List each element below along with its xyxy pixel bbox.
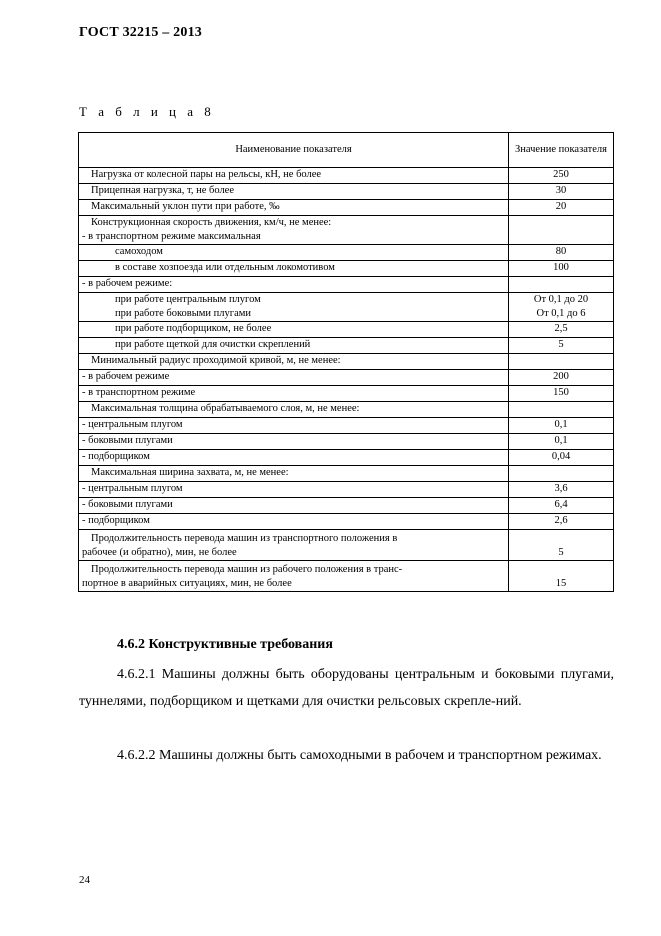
row-value: 3,6 — [509, 482, 614, 498]
table-row — [79, 418, 614, 434]
row-name: - боковыми плугами — [79, 498, 509, 514]
row-value: 200 — [509, 370, 614, 386]
row-value: 80 — [509, 245, 614, 261]
row-value — [509, 402, 614, 418]
document-header: ГОСТ 32215 – 2013 — [79, 25, 202, 40]
row-value: 0,1 — [509, 434, 614, 450]
row-value: 6,4 — [509, 498, 614, 514]
row-name: - в рабочем режиме — [79, 370, 509, 386]
row-value — [509, 354, 614, 370]
row-value: 100 — [509, 261, 614, 277]
row-name: при работе подборщиком, не более — [79, 322, 509, 338]
paragraph: 4.6.2.2 Машины должны быть самоходными в рабочем и транспортном режимах. — [117, 748, 602, 763]
table-row — [79, 530, 614, 561]
table-row — [79, 168, 614, 184]
table-row — [79, 293, 614, 322]
row-name: Максимальная ширина захвата, м, не менее: — [79, 466, 509, 482]
table-header-row — [79, 133, 614, 168]
table-row — [79, 561, 614, 592]
row-name-line: Продолжительность перевода машин из рабочего положения в транс- — [91, 564, 403, 575]
table-row — [79, 386, 614, 402]
table-row — [79, 216, 614, 245]
row-name-line: Продолжительность перевода машин из транспортного положения в — [91, 533, 398, 544]
row-name: Нагрузка от колесной пары на рельсы, кН, не более — [79, 168, 509, 184]
row-name-line: при работе центральным плугом — [115, 294, 261, 305]
table-row — [79, 450, 614, 466]
row-value: 2,5 — [509, 322, 614, 338]
row-name: самоходом — [79, 245, 509, 261]
row-value: 150 — [509, 386, 614, 402]
table-row — [79, 245, 614, 261]
paragraph: 4.6.2.1 Машины должны быть оборудованы центральным и боковыми плугами, туннелями, подборщиком и щетками для очистки рельсовых скрепле-ний. — [79, 667, 614, 709]
row-name: Максимальный уклон пути при работе, ‰ — [79, 200, 509, 216]
row-name-line: рабочее (и обратно), мин, не более — [82, 547, 237, 558]
row-name: - боковыми плугами — [79, 434, 509, 450]
row-name-line: при работе боковыми плугами — [115, 308, 252, 319]
row-name: - центральным плугом — [79, 418, 509, 434]
row-value: 5 — [509, 530, 614, 561]
row-name-line: - в транспортном режиме максимальная — [82, 231, 261, 242]
row-name: при работе щеткой для очистки скреплений — [79, 338, 509, 354]
row-value: 0,04 — [509, 450, 614, 466]
row-name: в составе хозпоезда или отдельным локомотивом — [79, 261, 509, 277]
row-value — [509, 277, 614, 293]
row-value: 0,1 — [509, 418, 614, 434]
row-value — [509, 466, 614, 482]
row-value — [509, 293, 614, 322]
row-name: Минимальный радиус проходимой кривой, м, не менее: — [79, 354, 509, 370]
table-row — [79, 482, 614, 498]
table-row — [79, 261, 614, 277]
row-value-line: От 0,1 до 6 — [536, 308, 586, 319]
column-header-name: Наименование показателя — [79, 133, 509, 168]
page-number: 24 — [79, 874, 90, 886]
row-value: 15 — [509, 561, 614, 592]
row-name: Максимальная толщина обрабатываемого слоя, м, не менее: — [79, 402, 509, 418]
row-name: - центральным плугом — [79, 482, 509, 498]
specification-table — [78, 132, 614, 592]
table-row — [79, 322, 614, 338]
row-name: - подборщиком — [79, 514, 509, 530]
row-value: 250 — [509, 168, 614, 184]
row-value: 20 — [509, 200, 614, 216]
section-title: 4.6.2 Конструктивные требования — [117, 637, 333, 652]
table-caption: Т а б л и ц а 8 — [79, 104, 215, 119]
table-row — [79, 200, 614, 216]
table-row — [79, 498, 614, 514]
row-value-line: От 0,1 до 20 — [533, 294, 589, 305]
table-row — [79, 434, 614, 450]
row-name: - подборщиком — [79, 450, 509, 466]
row-name: - в рабочем режиме: — [79, 277, 509, 293]
table-row — [79, 277, 614, 293]
row-value: 2,6 — [509, 514, 614, 530]
row-name: Прицепная нагрузка, т, не более — [79, 184, 509, 200]
table-row — [79, 402, 614, 418]
row-value — [509, 216, 614, 245]
row-value: 30 — [509, 184, 614, 200]
row-name — [79, 561, 509, 592]
table-row — [79, 184, 614, 200]
column-header-value: Значение показателя — [509, 133, 614, 168]
row-value: 5 — [509, 338, 614, 354]
row-name — [79, 216, 509, 245]
table-row — [79, 514, 614, 530]
row-name: - в транспортном режиме — [79, 386, 509, 402]
table-row — [79, 466, 614, 482]
row-name — [79, 530, 509, 561]
table-row — [79, 370, 614, 386]
row-name-line: портное в аварийных ситуациях, мин, не более — [82, 578, 292, 589]
row-name — [79, 293, 509, 322]
table-row — [79, 338, 614, 354]
table-row — [79, 354, 614, 370]
row-name-line: Конструкционная скорость движения, км/ч, не менее: — [91, 217, 332, 228]
